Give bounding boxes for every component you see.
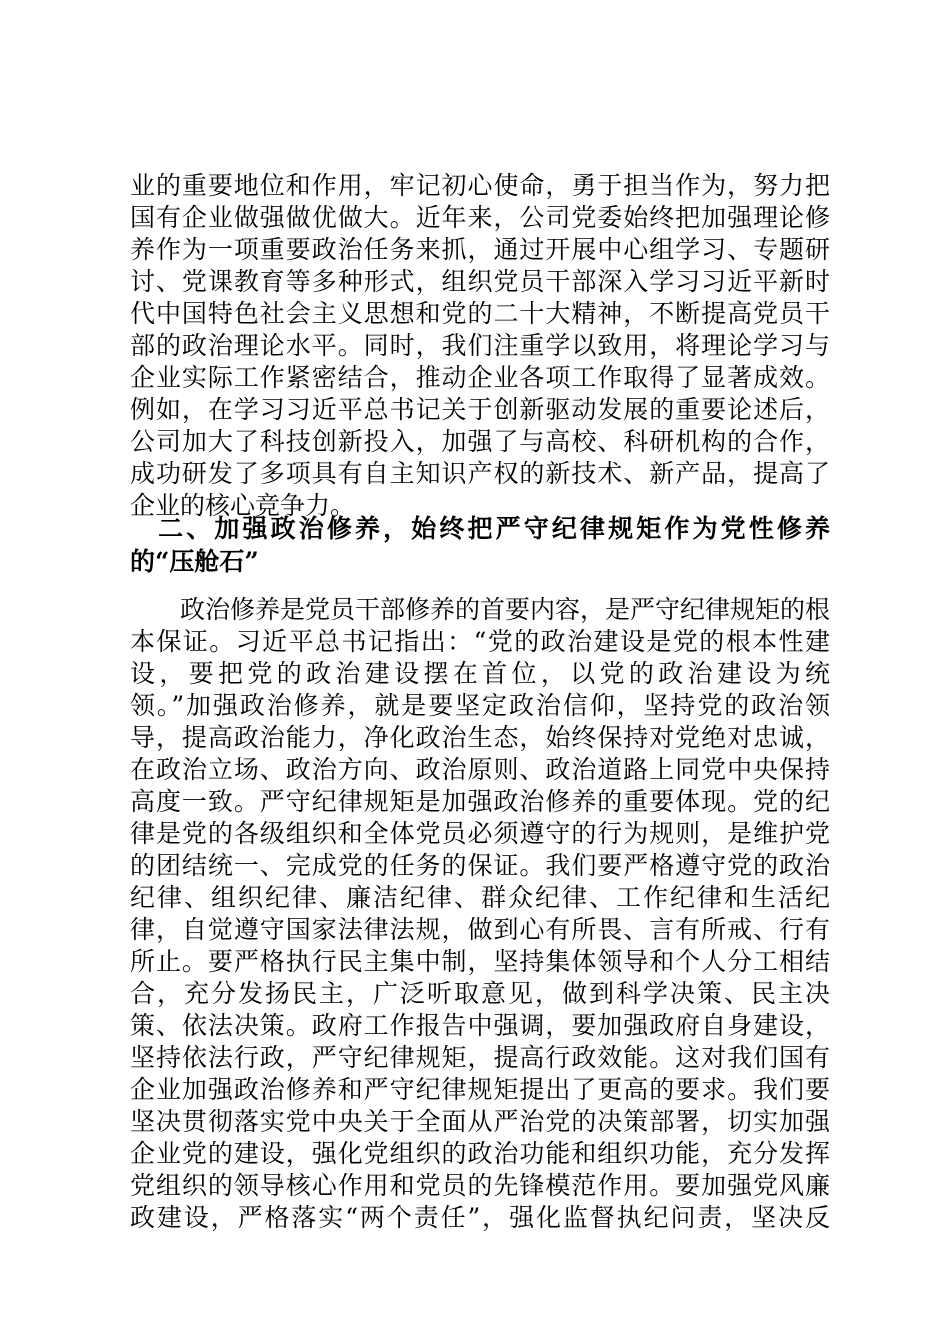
text-line: 公司加大了科技创新投入，加强了与高校、科研机构的合作，	[130, 427, 830, 456]
text-line: 本保证。习近平总书记指出：“党的政治建设是党的根本性建	[130, 627, 830, 656]
text-line: 业的重要地位和作用，牢记初心使命，勇于担当作为，努力把	[130, 171, 830, 200]
text-line: 坚持依法行政，严守纪律规矩，提高行政效能。这对我们国有	[130, 1043, 830, 1072]
text-line: 律，自觉遵守国家法律法规，做到心有所畏、言有所戒、行有	[130, 915, 830, 944]
text-line: 养作为一项重要政治任务来抓，通过开展中心组学习、专题研	[130, 235, 830, 264]
text-line: 例如，在学习习近平总书记关于创新驱动发展的重要论述后，	[130, 395, 830, 424]
section-heading-2	[130, 512, 830, 578]
text-line: 成功研发了多项具有自主知识产权的新技术、新产品，提高了	[130, 459, 830, 488]
text-line: 部的政治理论水平。同时，我们注重学以致用，将理论学习与	[130, 331, 830, 360]
text-line: 政建设，严格落实“两个责任”，强化监督执纪问责，坚决反	[130, 1203, 830, 1232]
text-line: 企业加强政治修养和严守纪律规矩提出了更高的要求。我们要	[130, 1075, 830, 1104]
text-line: 领。”加强政治修养，就是要坚定政治信仰，坚持党的政治领	[130, 691, 830, 720]
text-line: 高度一致。严守纪律规矩是加强政治修养的重要体现。党的纪	[130, 787, 830, 816]
body-paragraph-1	[130, 170, 830, 522]
text-line: 二、加强政治修养，始终把严守纪律规矩作为党性修养	[130, 514, 830, 543]
text-line: 纪律、组织纪律、廉洁纪律、群众纪律、工作纪律和生活纪	[130, 883, 830, 912]
text-line: 政治修养是党员干部修养的首要内容，是严守纪律规矩的根	[130, 595, 830, 624]
text-line: 代中国特色社会主义思想和党的二十大精神，不断提高党员干	[130, 299, 830, 328]
text-line: 律是党的各级组织和全体党员必须遵守的行为规则，是维护党	[130, 819, 830, 848]
text-line: 企业党的建设，强化党组织的政治功能和组织功能，充分发挥	[130, 1139, 830, 1168]
text-line: 所止。要严格执行民主集中制，坚持集体领导和个人分工相结	[130, 947, 830, 976]
text-line: 设，要把党的政治建设摆在首位，以党的政治建设为统	[130, 659, 830, 688]
text-line: 导，提高政治能力，净化政治生态，始终保持对党绝对忠诚，	[130, 723, 830, 752]
text-line: 合，充分发扬民主，广泛听取意见，做到科学决策、民主决	[130, 979, 830, 1008]
text-line: 企业实际工作紧密结合，推动企业各项工作取得了显著成效。	[130, 363, 830, 392]
text-line: 在政治立场、政治方向、政治原则、政治道路上同党中央保持	[130, 755, 830, 784]
text-line: 策、依法决策。政府工作报告中强调，要加强政府自身建设，	[130, 1011, 830, 1040]
text-line: 党组织的领导核心作用和党员的先锋模范作用。要加强党风廉	[130, 1171, 830, 1200]
text-line: 讨、党课教育等多种形式，组织党员干部深入学习习近平新时	[130, 267, 830, 296]
text-line: 坚决贯彻落实党中央关于全面从严治党的决策部署，切实加强	[130, 1107, 830, 1136]
text-line: 企业的核心竞争力。	[130, 491, 356, 520]
body-paragraph-2	[130, 594, 830, 1234]
text-line: 国有企业做强做优做大。近年来，公司党委始终把加强理论修	[130, 203, 830, 232]
text-line: 的团结统一、完成党的任务的保证。我们要严格遵守党的政治	[130, 851, 830, 880]
text-line: 的“压舱石”	[130, 547, 259, 576]
